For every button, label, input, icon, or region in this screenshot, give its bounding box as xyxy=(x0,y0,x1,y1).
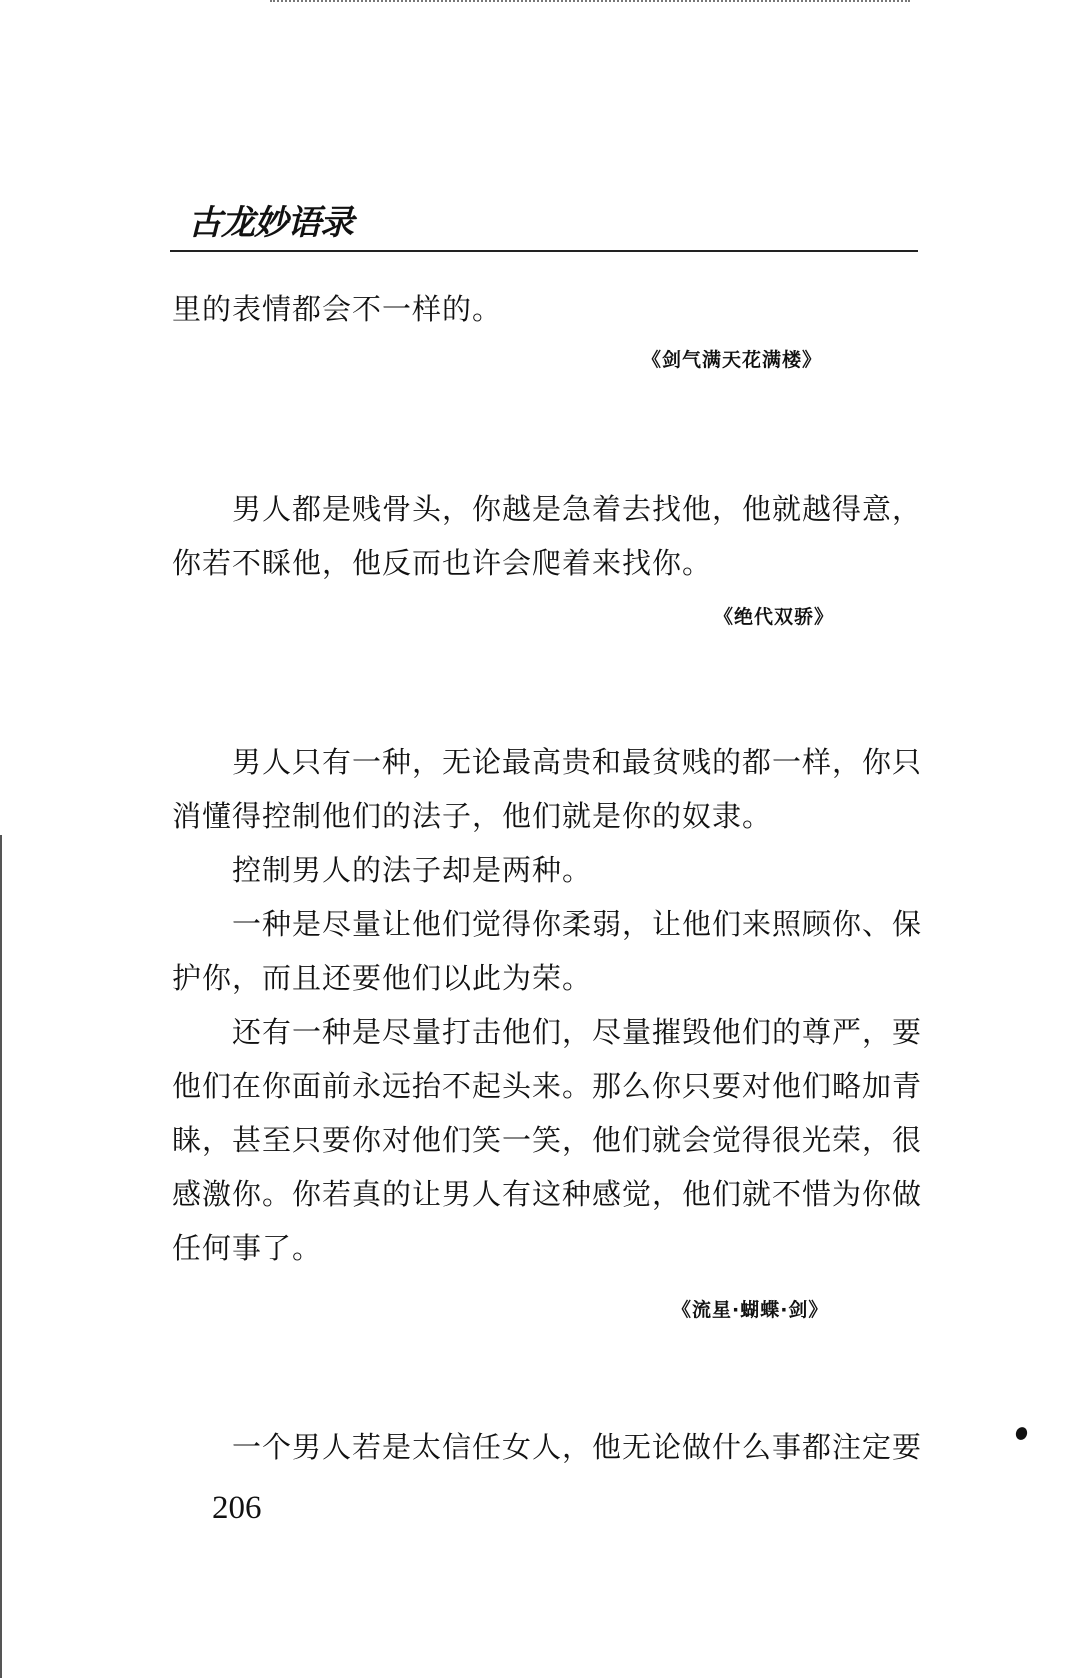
paragraph: 男人只有一种，无论最高贵和最贫贱的都一样，你只消懂得控制他们的法子，他们就是你的奴隶。 xyxy=(172,745,923,833)
scan-top-edge xyxy=(270,0,910,5)
running-header-title: 古龙妙语录 xyxy=(188,203,353,243)
paragraph-continued: 里的表情都会不一样的。 xyxy=(172,292,503,326)
paragraph: 控制男人的法子却是两种。 xyxy=(232,853,593,887)
ink-speck xyxy=(1014,1426,1029,1442)
scan-left-edge xyxy=(0,835,2,1678)
page-number: 206 xyxy=(212,1490,262,1526)
source-citation: 《剑气满天花满楼》 xyxy=(642,349,823,371)
paragraph: 男人都是贱骨头，你越是急着去找他，他就越得意，你若不睬他，他反而也许会爬着来找你。 xyxy=(172,492,923,580)
paragraph: 一种是尽量让他们觉得你柔弱，让他们来照顾你、保护你，而且还要他们以此为荣。 xyxy=(172,907,923,995)
header-rule xyxy=(170,250,918,252)
source-citation: 《流星·蝴蝶·剑》 xyxy=(672,1299,829,1321)
paragraph-continues: 一个男人若是太信任女人，他无论做什么事都注定要 xyxy=(232,1430,923,1464)
paragraph: 还有一种是尽量打击他们，尽量摧毁他们的尊严，要他们在你面前永远抬不起头来。那么你只要对他们略加青睐，甚至只要你对他们笑一笑，他们就会觉得很光荣，很感激你。你若真的让男人有这种感觉，他们就不惜为你做任何事了。 xyxy=(172,1015,923,1265)
source-citation: 《绝代双骄》 xyxy=(714,606,835,628)
